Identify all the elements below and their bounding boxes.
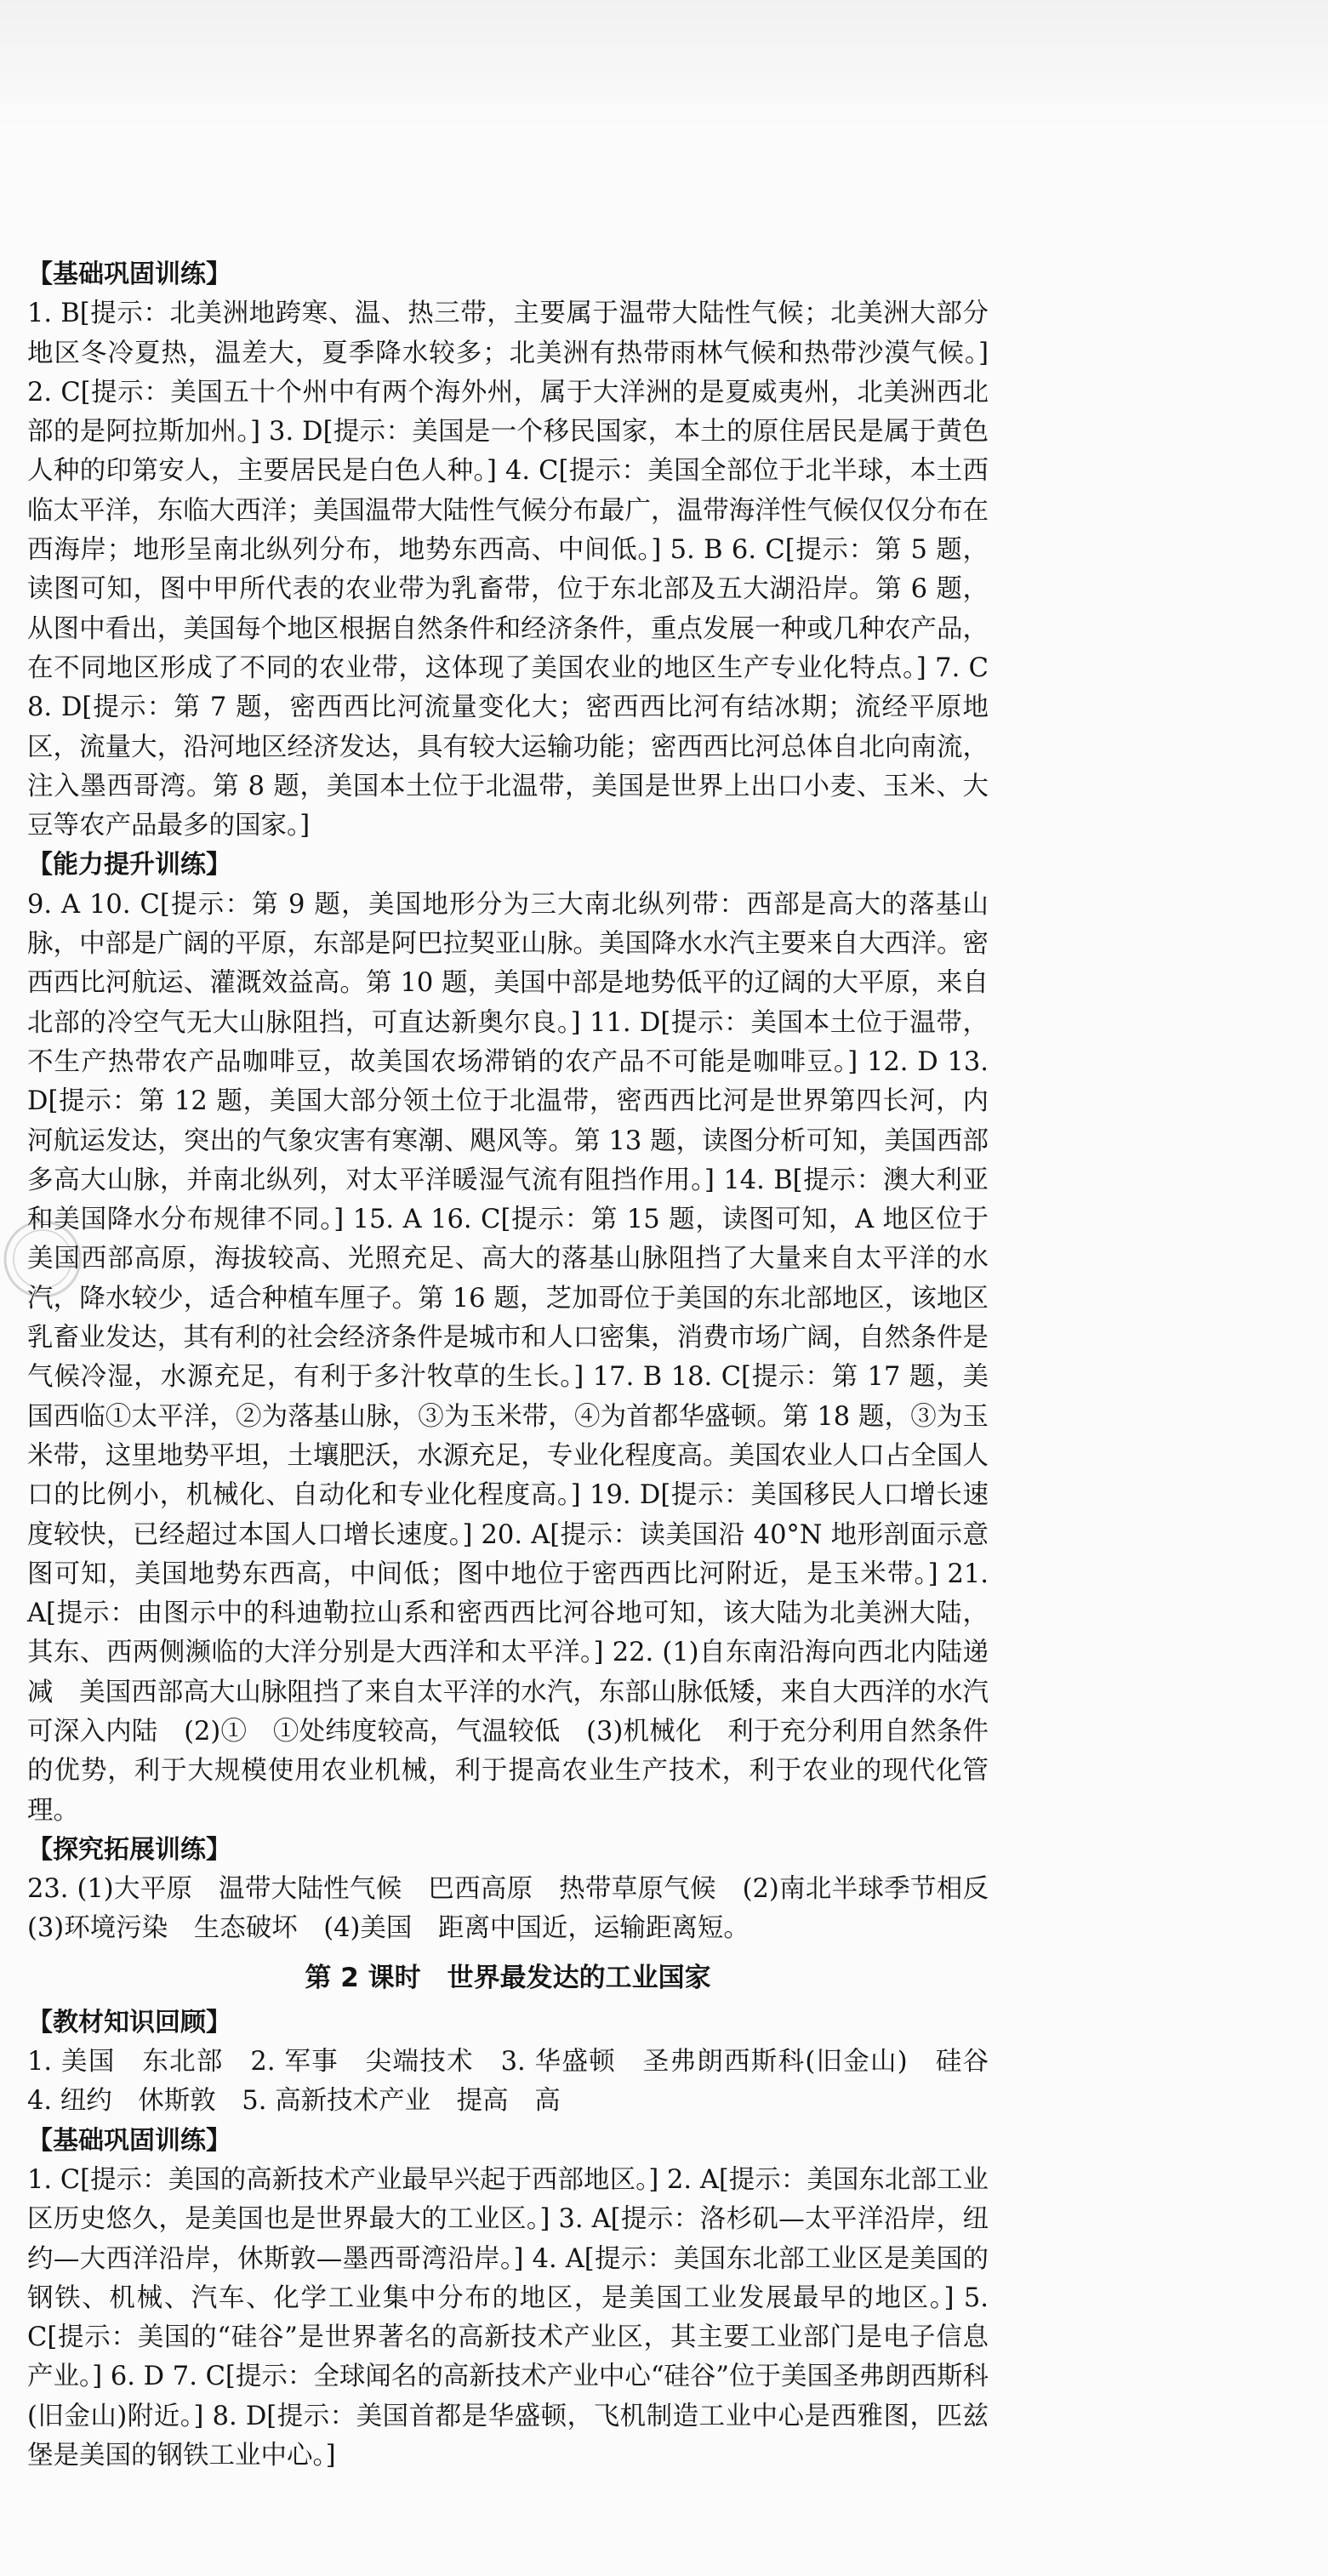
answer-document bbox=[27, 255, 1015, 2476]
answer-paragraph: 1. 美国 东北部 2. 军事 尖端技术 3. 华盛顿 圣弗朗西斯科(旧金山) 硅谷 4. 纽约 休斯敦 5. 高新技术产业 提高 高 bbox=[27, 2047, 1015, 2117]
section-textbook-review bbox=[27, 2003, 1015, 2122]
section-basic-training-2 bbox=[27, 2122, 989, 2476]
section-explore-training bbox=[27, 1831, 1015, 1949]
page-top-shadow bbox=[0, 0, 1328, 128]
section-basic-training bbox=[27, 255, 989, 846]
section-heading: 【探究拓展训练】 bbox=[27, 1834, 231, 1865]
lesson-title: 第 2 课时 世界最发达的工业国家 bbox=[305, 1962, 711, 1993]
answer-paragraph: 9. A 10. C[提示：第 9 题，美国地形分为三大南北纵列带：西部是高大的落基山脉，中部是广阔的平原，东部是阿巴拉契亚山脉。美国降水水汽主要来自大西洋。密西西比河航运、灌溉效益高。第 10 题，美国中部是地势低平的辽阔的大平原，来自北部的冷空气无大山脉阻挡，可直达新奥尔良。] 11. D[提示：美国本土位于温带，不生产热带农产品咖啡豆，故美国农场滞销的农产品不可能是咖啡豆。] 12. D 13. D[提示：第 12 题，美国大部分领土位于北温带，密西西比河是世界第四长河，内河航运发达，突出的气象灾害有寒潮、飓风等。第 13 题，读图分析可知，美国西部多高大山脉，并南北纵列，对太平洋暖湿气流有阻挡作用。] 14. B[提示：澳大利亚和美国降水分布规律不同。] 15. A 16. C[提示：第 15 题，读图可知，A 地区位于美国西部高原，海拔较高、光照充足、高大的落基山脉阻挡了大量来自太平洋的水汽，降水较少，适合种植车厘子。第 16 题，芝加哥位于美国的东北部地区，该地区乳畜业发达，其有利的社会经济条件是城市和人口密集，消费市场广阔，自然条件是气候冷湿，水源充足，有利于多汁牧草的生长。] 17. B 18. C[提示：第 17 题，美国西临①太平洋，②为落基山脉，③为玉米带，④为首都华盛顿。第 18 题，③为玉米带，这里地势平坦，土壤肥沃，水源充足，专业化程度高。美国农业人口占全国人口的比例小，机械化、自动化和专业化程度高。] 19. D[提示：美国移民人口增长速度较快，已经超过本国人口增长速度。] 20. A[提示：读美国沿 40°N 地形剖面示意图可知，美国地势东西高，中间低；图中地位于密西西比河附近，是玉米带。] 21. A[提示：由图示中的科迪勒拉山系和密西西比河谷地可知，该大陆为北美洲大陆，其东、西两侧濒临的大洋分别是大西洋和太平洋。] 22. (1)自东南沿海向西北内陆递减 美国西部高大山脉阻挡了来自太平洋的水汽，东部山脉低矮，来自大西洋的水汽可深入内陆 (2)① ①处纬度较高，气温较低 (3)机械化 利于充分利用自然条件的优势，利于大规模使用农业机械，利于提高农业生产技术，利于农业的现代化管理。 bbox=[27, 889, 989, 1826]
section-heading: 【基础巩固训练】 bbox=[27, 2125, 231, 2156]
answer-paragraph: 1. C[提示：美国的高新技术产业最早兴起于西部地区。] 2. A[提示：美国东北部工业区历史悠久，是美国也是世界最大的工业区。] 3. A[提示：洛杉矶—太平洋沿岸，纽约—大西洋沿岸，休斯敦—墨西哥湾沿岸。] 4. A[提示：美国东北部工业区是美国的钢铁、机械、汽车、化学工业集中分布的地区，是美国工业发展最早的地区。] 5. C[提示：美国的“硅谷”是世界著名的高新技术产业区，其主要工业部门是电子信息产业。] 6. D 7. C[提示：全球闻名的高新技术产业中心“硅谷”位于美国圣弗朗西斯科(旧金山)附近。] 8. D[提示：美国首都是华盛顿，飞机制造工业中心是西雅图，匹兹堡是美国的钢铁工业中心。] bbox=[27, 2164, 989, 2471]
section-heading: 【基础巩固训练】 bbox=[27, 259, 231, 289]
section-heading: 【能力提升训练】 bbox=[27, 850, 231, 881]
answer-paragraph: 1. B[提示：北美洲地跨寒、温、热三带，主要属于温带大陆性气候；北美洲大部分地区冬冷夏热，温差大，夏季降水较多；北美洲有热带雨林气候和热带沙漠气候。] 2. C[提示：美国五十个州中有两个海外州，属于大洋洲的是夏威夷州，北美洲西北部的是阿拉斯加州。] 3. D[提示：美国是一个移民国家，本土的原住居民是属于黄色人种的印第安人，主要居民是白色人种。] 4. C[提示：美国全部位于北半球，本土西临太平洋，东临大西洋；美国温带大陆性气候分布最广，温带海洋性气候仅仅分布在西海岸；地形呈南北纵列分布，地势东西高、中间低。] 5. B 6. C[提示：第 5 题，读图可知，图中甲所代表的农业带为乳畜带，位于东北部及五大湖沿岸。第 6 题，从图中看出，美国每个地区根据自然条件和经济条件，重点发展一种或几种农产品，在不同地区形成了不同的农业带，这体现了美国农业的地区生产专业化特点。] 7. C 8. D[提示：第 7 题，密西西比河流量变化大；密西西比河有结冰期；流经平原地区，流量大，沿河地区经济发达，具有较大运输功能；密西西比河总体自北向南流，注入墨西哥湾。第 8 题，美国本土位于北温带，美国是世界上出口小麦、玉米、大豆等农产品最多的国家。] bbox=[27, 299, 989, 841]
answer-paragraph: 23. (1)大平原 温带大陆性气候 巴西高原 热带草原气候 (2)南北半球季节相反 (3)环境污染 生态破坏 (4)美国 距离中国近，运输距离短。 bbox=[27, 1874, 1015, 1944]
section-heading: 【教材知识回顾】 bbox=[27, 2007, 231, 2037]
section-ability-training bbox=[27, 846, 989, 1830]
